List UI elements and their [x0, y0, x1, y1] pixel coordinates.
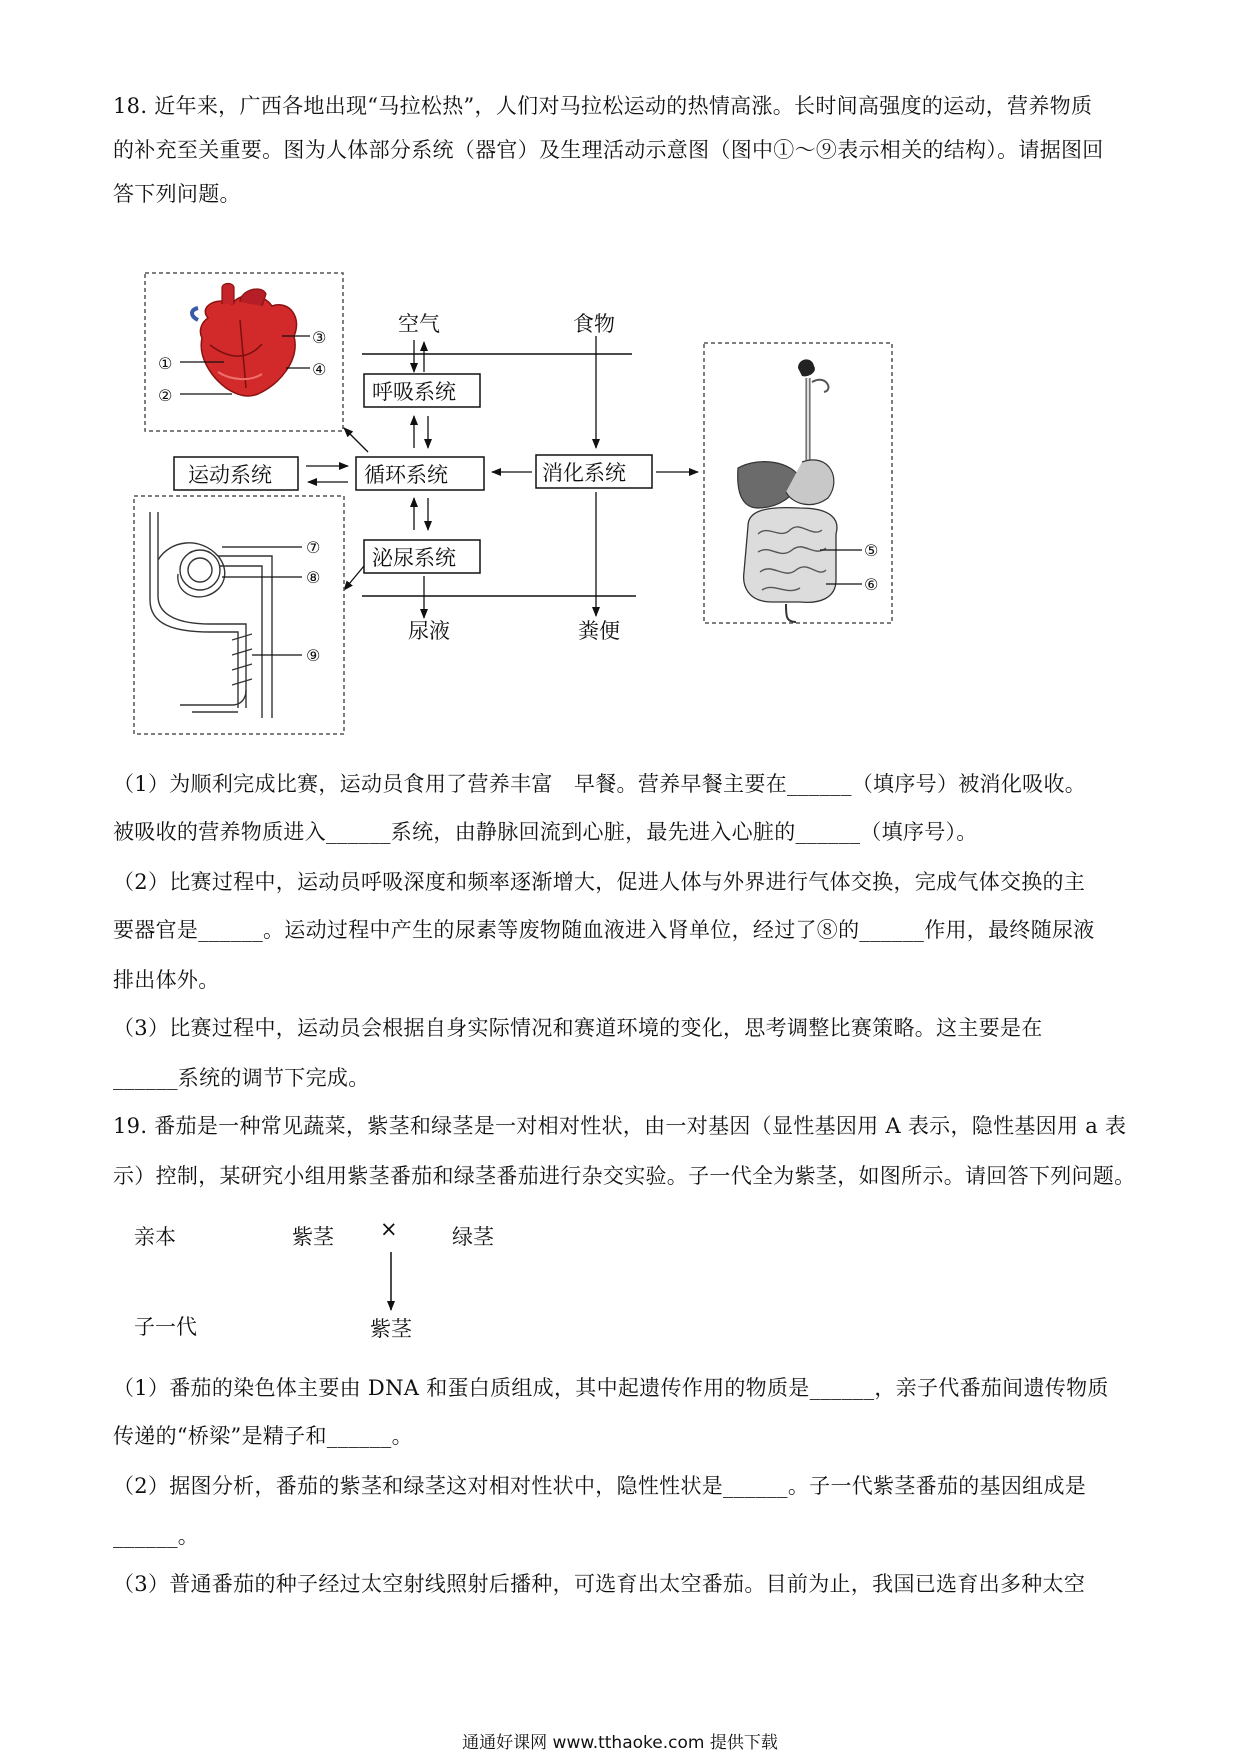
- label-6: ⑥: [864, 575, 879, 594]
- q18-question-line-3: （2）比赛过程中，运动员呼吸深度和频率逐渐增大，促进人体与外界进行气体交换，完成气体交换的主: [113, 870, 1086, 894]
- label-9: ⑨: [306, 646, 321, 665]
- label-3: ③: [312, 328, 327, 347]
- q18-question-line-4: 要器官是______。运动过程中产生的尿素等废物随血液进入肾单位，经过了⑧的______作用，最终随尿液: [113, 918, 1095, 942]
- q19-question-line-3: （2）据图分析，番茄的紫茎和绿茎这对相对性状中，隐性性状是______。子一代紫茎番茄的基因组成是: [113, 1474, 1087, 1498]
- label-8: ⑧: [306, 568, 321, 587]
- q18-intro-line-1: 18. 近年来，广西各地出现“马拉松热”，人们对马拉松运动的热情高涨。长时间高强度的运动，营养物质: [113, 94, 1093, 118]
- urinary-label: 泌尿系统: [372, 546, 456, 570]
- respiratory-label: 呼吸系统: [372, 380, 456, 404]
- q18-question-line-5: 排出体外。: [113, 968, 220, 992]
- q19-question-line-5: （3）普通番茄的种子经过太空射线照射后播种，可选育出太空番茄。目前为止，我国已选育出多种太空: [113, 1572, 1086, 1596]
- q19-question-line-2: 传递的“桥梁”是精子和______。: [113, 1424, 413, 1448]
- label-4: ④: [312, 360, 327, 379]
- q18-question-line-2: 被吸收的营养物质进入______系统，由静脉回流到心脏，最先进入心脏的______（填序号）。: [113, 820, 978, 844]
- footer-source: 通通好课网 www.tthaoke.com 提供下载: [462, 1733, 778, 1753]
- q19-intro-line-2: 示）控制，某研究小组用紫茎番茄和绿茎番茄进行杂交实验。子一代全为紫茎，如图所示。请回答下列问题。: [113, 1164, 1136, 1188]
- q18-intro-line-3: 答下列问题。: [113, 182, 241, 206]
- label-1: ①: [158, 354, 173, 373]
- label-2: ②: [158, 386, 173, 405]
- f1-purple-stem: 紫茎: [370, 1317, 412, 1341]
- label-7: ⑦: [306, 538, 321, 557]
- parent-green-stem: 绿茎: [452, 1225, 494, 1249]
- q19-question-line-1: （1）番茄的染色体主要由 DNA 和蛋白质组成，其中起遗传作用的物质是______，亲子代番茄间遗传物质: [113, 1376, 1109, 1400]
- cross-sign: ×: [380, 1217, 398, 1241]
- air-label: 空气: [398, 312, 440, 336]
- q18-question-line-1: （1）为顺利完成比赛，运动员食用了营养丰富 早餐。营养早餐主要在______（填序号）被消化吸收。: [113, 772, 1087, 796]
- feces-label: 粪便: [578, 619, 620, 643]
- motor-label: 运动系统: [188, 463, 272, 487]
- parent-purple-stem: 紫茎: [292, 1225, 334, 1249]
- circulatory-label: 循环系统: [364, 463, 448, 487]
- q19-intro-line-1: 19. 番茄是一种常见蔬菜，紫茎和绿茎是一对相对性状，由一对基因（显性基因用 A 表示，隐性基因用 a 表: [113, 1114, 1127, 1138]
- digestive-label: 消化系统: [542, 461, 626, 485]
- parent-label: 亲本: [134, 1225, 176, 1249]
- label-5: ⑤: [864, 541, 879, 560]
- q18-intro-line-2: 的补充至关重要。图为人体部分系统（器官）及生理活动示意图（图中①～⑨表示相关的结构）。请据图回: [113, 138, 1104, 162]
- urine-label: 尿液: [408, 619, 450, 643]
- food-label: 食物: [573, 312, 615, 336]
- q18-question-line-6: （3）比赛过程中，运动员会根据自身实际情况和赛道环境的变化，思考调整比赛策略。这主要是在: [113, 1016, 1043, 1040]
- q19-question-line-4: ______。: [113, 1524, 200, 1548]
- q18-question-line-7: ______系统的调节下完成。: [113, 1066, 370, 1090]
- f1-label: 子一代: [134, 1315, 197, 1339]
